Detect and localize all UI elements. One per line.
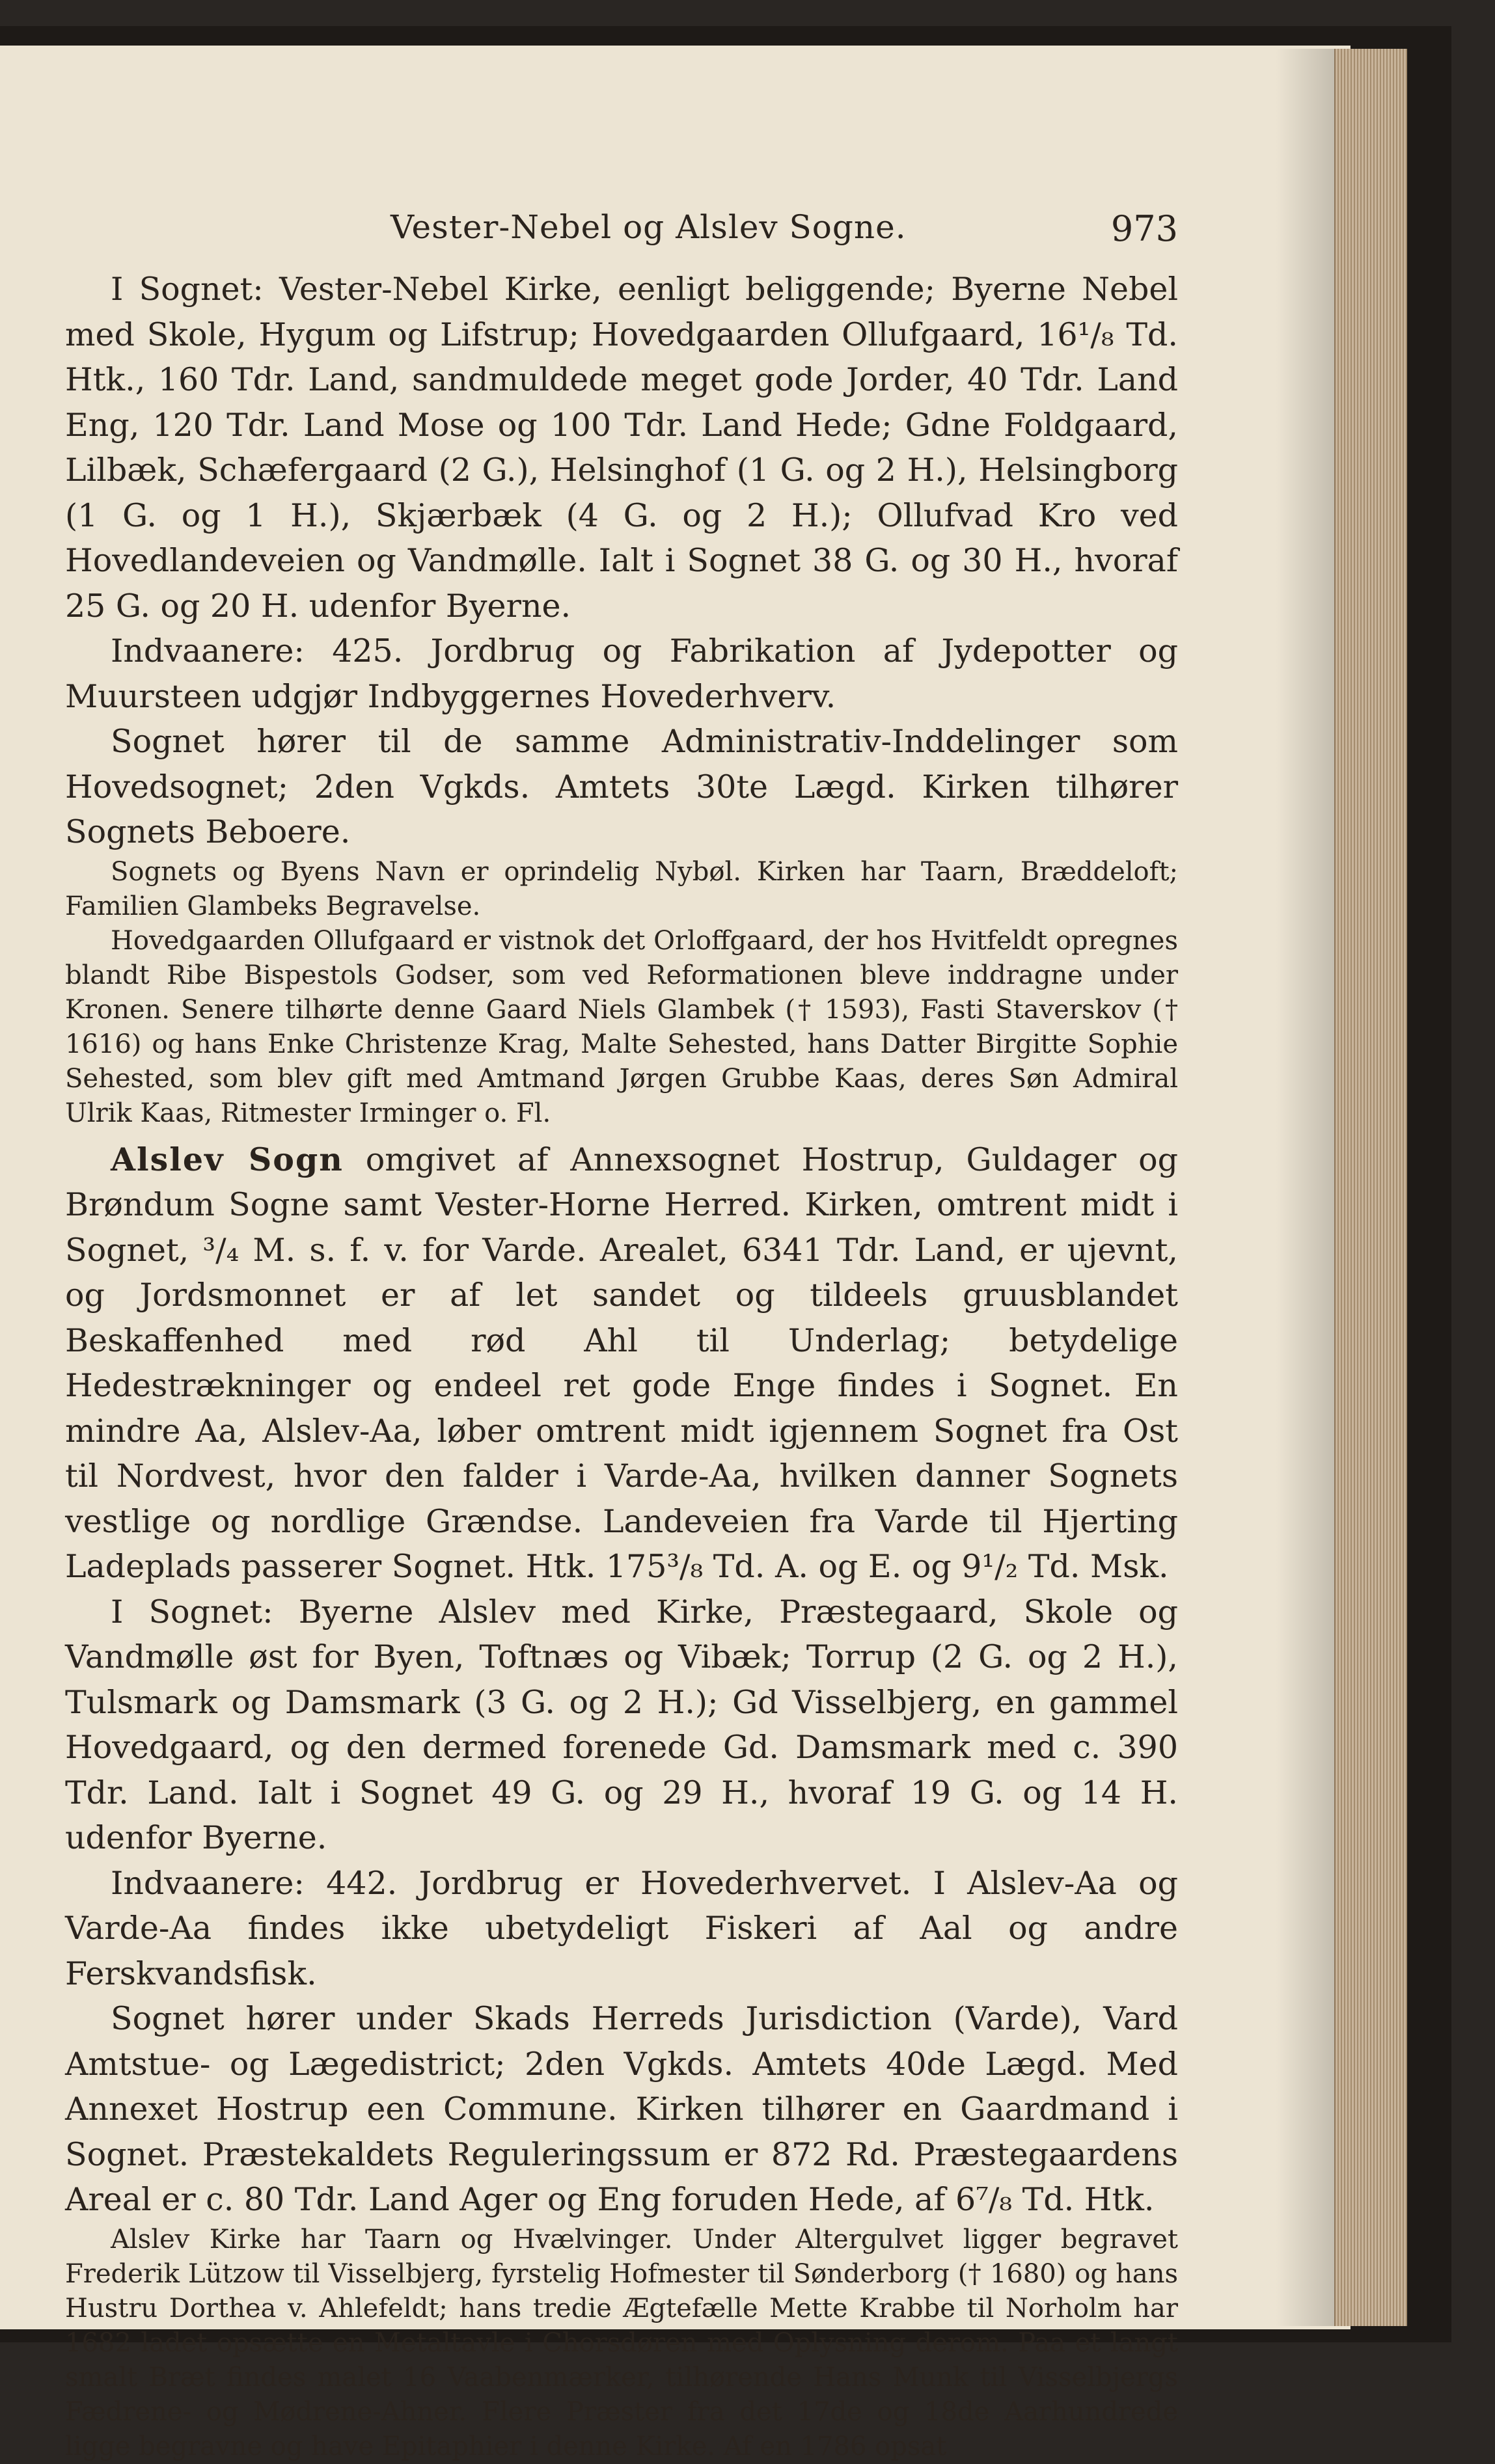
footnote-alslev-church: Alslev Kirke har Taarn og Hvælvinger. Under Altergulvet ligger begravet Frederik Lützow til Visselbjerg, fyrstelig Hofmester til Sønderborg († 1680) og hans Hustru Dorthea v. Ahlefeldt; hans tredie Ægtefælle Mette Krabbe til Norholm har 1682 ladet opsætte en Metaltavle i Chorsdøren med Oplysning derom. Paa et langt smalt Bræt findes malet 16 Vaabenmærker, tilhørende Hans Munk til Visselbjergs Fædrene- og Mødrene-Ahner. Flere Præster fra det 17de og 18de Aarhundrede ligge begravne og have Epitaphier i denne Kirke. Af en 1786 opsat bbox=[65, 2224, 1178, 2461]
paragraph-alslev-administration: Sognet hører under Skads Herreds Jurisdiction (Varde), Vard Amtstue- og Lægedistrict; 2den Vgkds. Amtets 40de Lægd. Med Annexet Hostrup een Commune. Kirken tilhører en Gaardmand i Sognet. Præstekaldets Reguleringssum er 872 Rd. Præstegaardens Areal er c. 80 Tdr. Land Ager og Eng foruden Hede, af 6⁷/₈ Td. Htk. bbox=[65, 2000, 1178, 2218]
page-header bbox=[65, 195, 1178, 267]
running-title: Vester-Nebel og Alslev Sogne. bbox=[391, 208, 907, 246]
paragraph-vester-nebel-administration: Sognet hører til de samme Administrativ-Inddelinger som Hovedsognet; 2den Vgkds. Amtets 30te Lægd. Kirken tilhører Sognets Beboere. bbox=[65, 723, 1178, 850]
footnote-ollufgaard-history: Hovedgaarden Ollufgaard er vistnok det Orloffgaard, der hos Hvitfeldt opregnes blandt Ribe Bispestols Godser, som ved Reformationen bleve inddragne under Kronen. Senere tilhørte denne Gaard Niels Glambek († 1593), Fasti Staverskov († 1616) og hans Enke Christenze Krag, Malte Sehested, hans Datter Birgitte Sophie Sehested, som blev gift med Amtmand Jørgen Grubbe Kaas, deres Søn Admiral Ulrik Kaas, Ritmester Irminger o. Fl. bbox=[65, 925, 1178, 1128]
paragraph-vester-nebel-inhabitants: Indvaanere: 425. Jordbrug og Fabrikation af Jydepotter og Muursteen udgjør Indbyggernes Hovederhverv. bbox=[65, 632, 1178, 715]
paragraph-alslev-intro bbox=[65, 1137, 1178, 1590]
paragraph-vester-nebel-places: I Sognet: Vester-Nebel Kirke, eenligt beliggende; Byerne Nebel med Skole, Hygum og Lifstrup; Hovedgaarden Ollufgaard, 16¹/₈ Td. Htk., 160 Tdr. Land, sandmuldede meget gode Jorder, 40 Tdr. Land Eng, 120 Tdr. Land Mose og 100 Tdr. Land Hede; Gdne Foldgaard, Lilbæk, Schæfergaard (2 G.), Helsinghof (1 G. og 2 H.), Helsingborg (1 G. og 1 H.), Skjærbæk (4 G. og 2 H.); Ollufvad Kro ved Hovedlandeveien og Vandmølle. Ialt i Sognet 38 G. og 30 H., hvoraf 25 G. og 20 H. udenfor Byerne. bbox=[65, 271, 1178, 625]
page-text bbox=[65, 195, 1178, 2464]
page-number: 973 bbox=[1110, 208, 1178, 249]
page-gutter-shadow bbox=[1276, 49, 1337, 2326]
footnote-vester-nebel-name: Sognets og Byens Navn er oprindelig Nybøl. Kirken har Taarn, Bræddeloft; Familien Glambeks Begravelse. bbox=[65, 856, 1178, 921]
paragraph-alslev-inhabitants: Indvaanere: 442. Jordbrug er Hovederhvervet. I Alslev-Aa og Varde-Aa findes ikke ubetydeligt Fiskeri af Aal og andre Ferskvandsfisk. bbox=[65, 1864, 1178, 1992]
page-edges bbox=[1334, 49, 1407, 2326]
paragraph-alslev-places: I Sognet: Byerne Alslev med Kirke, Præstegaard, Skole og Vandmølle øst for Byen, Toftnæs og Vibæk; Torrup (2 G. og 2 H.), Tulsmark og Damsmark (3 G. og 2 H.); Gd Visselbjerg, en gammel Hovedgaard, og den dermed forenede Gd. Damsmark med c. 390 Tdr. Land. Ialt i Sognet 49 G. og 29 H., hvoraf 19 G. og 14 H. udenfor Byerne. bbox=[65, 1593, 1178, 1856]
section-title-alslev-sogn: Alslev Sogn bbox=[111, 1140, 344, 1178]
alslev-intro-text: omgivet af Annexsognet Hostrup, Guldager og Brøndum Sogne samt Vester-Horne Herred. Kirken, omtrent midt i Sognet, ³/₄ M. s. f. v. for Varde. Arealet, 6341 Tdr. Land, er ujevnt, og Jordsmonnet er af let sandet og tildeels gruusblandet Beskaffenhed med rød Ahl til Underlag; betydelige Hedestrækninger og endeel ret gode Enge findes i Sognet. En mindre Aa, Alslev-Aa, løber omtrent midt igjennem Sognet fra Ost til Nordvest, hvor den falder i Varde-Aa, hvilken danner Sognets vestlige og nordlige Grændse. Landeveien fra Varde til Hjerting Ladeplads passerer Sognet. Htk. 175³/₈ Td. A. og E. og 9¹/₂ Td. Msk. bbox=[65, 1141, 1178, 1585]
